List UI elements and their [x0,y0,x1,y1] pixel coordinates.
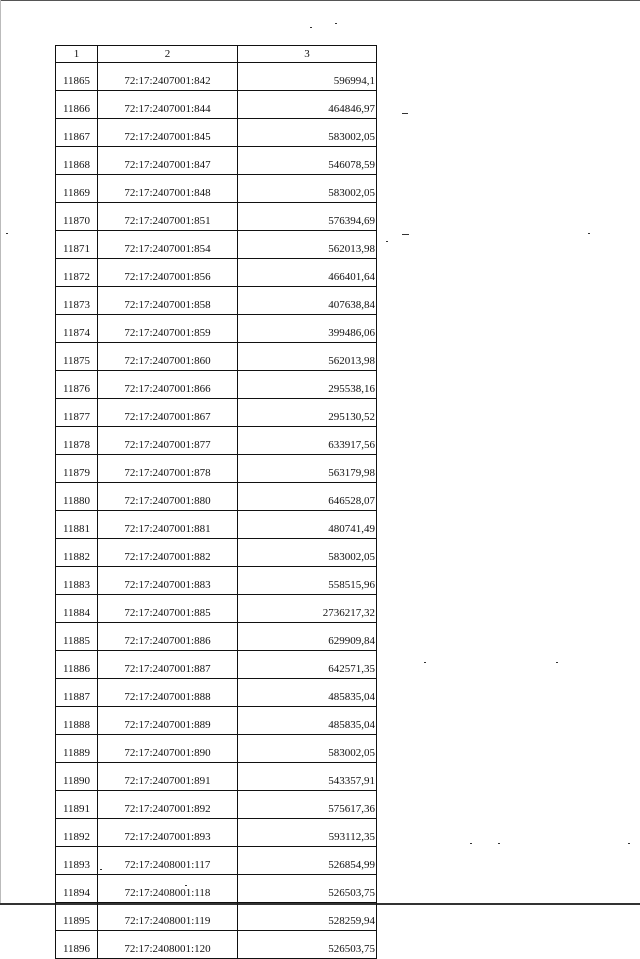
cadastral-value: 399486,06 [238,315,377,343]
cadastral-number: 72:17:2407001:891 [98,763,238,791]
scan-speck [6,233,8,234]
table-row [56,91,377,119]
cadastral-value: 485835,04 [238,707,377,735]
cadastral-number: 72:17:2407001:883 [98,567,238,595]
table-row [56,819,377,847]
row-number: 11893 [56,847,98,875]
cadastral-value-table [55,45,377,959]
table-row [56,903,377,931]
row-number: 11874 [56,315,98,343]
table-row [56,455,377,483]
row-number: 11888 [56,707,98,735]
cadastral-value: 583002,05 [238,539,377,567]
row-number: 11889 [56,735,98,763]
row-number: 11896 [56,931,98,959]
cadastral-number: 72:17:2407001:886 [98,623,238,651]
cadastral-value: 583002,05 [238,175,377,203]
cadastral-number: 72:17:2407001:893 [98,819,238,847]
row-number: 11890 [56,763,98,791]
scan-speck [556,662,558,663]
cadastral-number: 72:17:2407001:844 [98,91,238,119]
scan-speck [310,27,312,28]
row-number: 11867 [56,119,98,147]
row-number: 11884 [56,595,98,623]
cadastral-number: 72:17:2408001:119 [98,903,238,931]
cadastral-value: 646528,07 [238,483,377,511]
cadastral-value: 583002,05 [238,735,377,763]
scan-speck [588,233,590,234]
cadastral-value: 2736217,32 [238,595,377,623]
cadastral-number: 72:17:2407001:882 [98,539,238,567]
scan-speck [628,843,630,844]
cadastral-value: 295130,52 [238,399,377,427]
cadastral-value: 526854,99 [238,847,377,875]
column-header-3: 3 [238,46,377,63]
cadastral-value: 295538,16 [238,371,377,399]
scan-speck [470,843,472,844]
cadastral-number: 72:17:2407001:854 [98,231,238,259]
cadastral-number: 72:17:2407001:888 [98,679,238,707]
cadastral-number: 72:17:2407001:867 [98,399,238,427]
cadastral-value: 563179,98 [238,455,377,483]
cadastral-number: 72:17:2408001:118 [98,875,238,903]
cadastral-number: 72:17:2407001:842 [98,63,238,91]
cadastral-value: 593112,35 [238,819,377,847]
column-header-1: 1 [56,46,98,63]
cadastral-number: 72:17:2407001:845 [98,119,238,147]
table-row [56,231,377,259]
table-row [56,567,377,595]
row-number: 11871 [56,231,98,259]
cadastral-number: 72:17:2407001:892 [98,791,238,819]
table-body [56,63,377,959]
row-number: 11866 [56,91,98,119]
cadastral-number: 72:17:2407001:880 [98,483,238,511]
cadastral-number: 72:17:2407001:885 [98,595,238,623]
table-row [56,371,377,399]
scan-speck [185,885,187,886]
cadastral-number: 72:17:2407001:881 [98,511,238,539]
scan-speck [498,843,500,844]
table-row [56,847,377,875]
row-number: 11895 [56,903,98,931]
row-number: 11868 [56,147,98,175]
table-row [56,147,377,175]
cadastral-value: 558515,96 [238,567,377,595]
row-number: 11870 [56,203,98,231]
row-number: 11880 [56,483,98,511]
scan-speck [386,241,388,242]
scan-speck [402,234,409,235]
cadastral-number: 72:17:2407001:847 [98,147,238,175]
cadastral-value: 466401,64 [238,259,377,287]
cadastral-number: 72:17:2407001:887 [98,651,238,679]
table-row [56,931,377,959]
cadastral-number: 72:17:2407001:851 [98,203,238,231]
cadastral-value: 562013,98 [238,231,377,259]
table-row [56,427,377,455]
table-row [56,707,377,735]
table-row [56,119,377,147]
cadastral-value: 528259,94 [238,903,377,931]
table-row [56,511,377,539]
table-row [56,651,377,679]
table-row [56,595,377,623]
scan-speck [335,23,337,24]
table-row [56,735,377,763]
cadastral-number: 72:17:2407001:878 [98,455,238,483]
cadastral-number: 72:17:2407001:877 [98,427,238,455]
row-number: 11879 [56,455,98,483]
table-row [56,63,377,91]
cadastral-value: 526503,75 [238,875,377,903]
cadastral-number: 72:17:2408001:117 [98,847,238,875]
cadastral-value: 583002,05 [238,119,377,147]
table-row [56,875,377,903]
table-row [56,343,377,371]
scan-speck [424,662,426,663]
cadastral-number: 72:17:2407001:889 [98,707,238,735]
table-row [56,623,377,651]
cadastral-value: 629909,84 [238,623,377,651]
cadastral-number: 72:17:2407001:858 [98,287,238,315]
scan-speck [100,869,102,870]
cadastral-value: 464846,97 [238,91,377,119]
table-row [56,315,377,343]
cadastral-value: 526503,75 [238,931,377,959]
row-number: 11876 [56,371,98,399]
table-row [56,203,377,231]
row-number: 11887 [56,679,98,707]
row-number: 11881 [56,511,98,539]
row-number: 11892 [56,819,98,847]
table-row [56,287,377,315]
table-row [56,259,377,287]
row-number: 11885 [56,623,98,651]
table-row [56,539,377,567]
cadastral-value: 575617,36 [238,791,377,819]
cadastral-value: 562013,98 [238,343,377,371]
cadastral-value: 633917,56 [238,427,377,455]
row-number: 11875 [56,343,98,371]
row-number: 11886 [56,651,98,679]
row-number: 11877 [56,399,98,427]
cadastral-value: 596994,1 [238,63,377,91]
cadastral-value: 480741,49 [238,511,377,539]
row-number: 11872 [56,259,98,287]
row-number: 11894 [56,875,98,903]
cadastral-number: 72:17:2407001:856 [98,259,238,287]
cadastral-value: 642571,35 [238,651,377,679]
cadastral-number: 72:17:2407001:848 [98,175,238,203]
row-number: 11869 [56,175,98,203]
column-header-2: 2 [98,46,238,63]
cadastral-number: 72:17:2407001:859 [98,315,238,343]
table-row [56,175,377,203]
row-number: 11883 [56,567,98,595]
cadastral-value: 407638,84 [238,287,377,315]
cadastral-value: 576394,69 [238,203,377,231]
cadastral-number: 72:17:2407001:890 [98,735,238,763]
table-row [56,679,377,707]
table-row [56,483,377,511]
table-row [56,763,377,791]
cadastral-value: 485835,04 [238,679,377,707]
table-row [56,791,377,819]
cadastral-number: 72:17:2407001:860 [98,343,238,371]
scan-speck [402,113,408,114]
cadastral-number: 72:17:2407001:866 [98,371,238,399]
row-number: 11891 [56,791,98,819]
row-number: 11882 [56,539,98,567]
row-number: 11878 [56,427,98,455]
page-top-edge [0,0,640,1]
row-number: 11865 [56,63,98,91]
cadastral-value: 546078,59 [238,147,377,175]
page-left-edge [0,0,1,905]
table-row [56,399,377,427]
cadastral-number: 72:17:2408001:120 [98,931,238,959]
cadastral-value: 543357,91 [238,763,377,791]
row-number: 11873 [56,287,98,315]
header-row [56,46,377,63]
